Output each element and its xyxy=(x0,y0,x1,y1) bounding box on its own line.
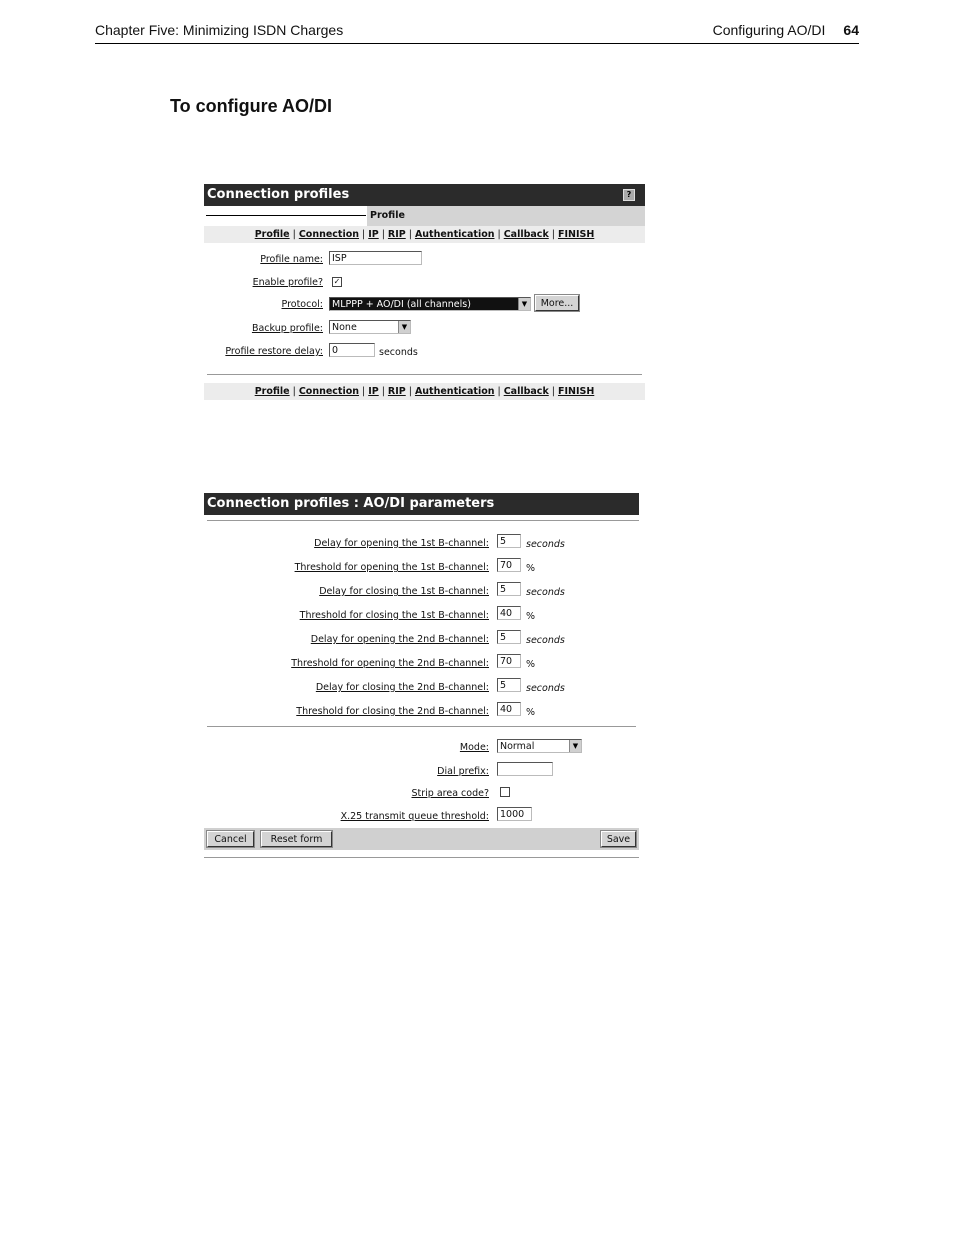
more-button[interactable]: More... xyxy=(535,295,579,311)
param-unit: seconds xyxy=(526,635,565,646)
profile-name-input[interactable]: ISP xyxy=(329,251,422,265)
cancel-button[interactable]: Cancel xyxy=(207,831,254,847)
nav-link-authentication[interactable]: Authentication xyxy=(414,229,495,240)
nav-link-finish[interactable]: FINISH xyxy=(557,386,595,397)
mode-value: Normal xyxy=(500,741,535,752)
param-unit: % xyxy=(526,707,536,718)
param-label: Threshold for opening the 2nd B-channel: xyxy=(291,658,489,669)
param-label: Threshold for opening the 1st B-channel: xyxy=(294,562,489,573)
reset-form-button[interactable]: Reset form xyxy=(261,831,332,847)
nav-link-ip[interactable]: IP xyxy=(368,229,379,240)
backup-profile-label: Backup profile: xyxy=(251,323,323,334)
chevron-down-icon[interactable]: ▼ xyxy=(518,298,530,310)
nav-link-rip[interactable]: RIP xyxy=(387,386,406,397)
tab-profile[interactable]: Profile xyxy=(367,206,645,226)
nav-link-profile[interactable]: Profile xyxy=(254,229,290,240)
param-unit: seconds xyxy=(526,539,565,550)
strip-area-code-label: Strip area code? xyxy=(411,788,489,799)
param-unit: % xyxy=(526,611,536,622)
param-unit: seconds xyxy=(526,587,565,598)
x25-threshold-input[interactable]: 1000 xyxy=(497,807,532,821)
panel-title-bar xyxy=(204,184,645,206)
nav-link-profile[interactable]: Profile xyxy=(254,386,290,397)
page-number: 64 xyxy=(843,22,859,38)
param-unit: % xyxy=(526,659,536,670)
nav-link-ip[interactable]: IP xyxy=(368,386,379,397)
panel-bottom-rule xyxy=(204,857,639,858)
param-input[interactable]: 70 xyxy=(497,558,521,572)
running-header-right xyxy=(713,22,859,38)
nav-link-connection[interactable]: Connection xyxy=(298,229,360,240)
restore-delay-unit: seconds xyxy=(379,347,418,358)
param-label: Threshold for closing the 2nd B-channel: xyxy=(296,706,489,717)
nav-bar-bottom: Profile | Connection | IP | RIP | Authentication | Callback | FINISH xyxy=(204,383,645,400)
enable-profile-label: Enable profile? xyxy=(252,277,323,288)
strip-area-code-checkbox[interactable] xyxy=(500,787,510,797)
param-input[interactable]: 5 xyxy=(497,582,521,596)
save-button[interactable]: Save xyxy=(601,831,636,847)
param-label: Threshold for closing the 1st B-channel: xyxy=(299,610,489,621)
nav-link-rip[interactable]: RIP xyxy=(387,229,406,240)
enable-profile-checkbox[interactable]: ✓ xyxy=(333,277,341,286)
mode-label: Mode: xyxy=(459,742,489,753)
nav-link-authentication[interactable]: Authentication xyxy=(414,386,495,397)
param-input[interactable]: 70 xyxy=(497,654,521,668)
protocol-select[interactable] xyxy=(329,297,531,311)
nav-link-finish[interactable]: FINISH xyxy=(557,229,595,240)
backup-profile-value: None xyxy=(332,322,357,333)
tab-row xyxy=(204,206,645,226)
param-label: Delay for opening the 1st B-channel: xyxy=(314,538,489,549)
panel-title: Connection profiles xyxy=(207,187,350,202)
param-unit: seconds xyxy=(526,683,565,694)
nav-bar-top: Profile | Connection | IP | RIP | Authentication | Callback | FINISH xyxy=(204,226,645,243)
page-heading: To configure AO/DI xyxy=(170,96,332,116)
nav-link-connection[interactable]: Connection xyxy=(298,386,360,397)
profile-restore-delay-label: Profile restore delay: xyxy=(225,346,323,357)
tab-divider xyxy=(206,215,366,216)
protocol-label: Protocol: xyxy=(281,299,323,310)
x25-threshold-label: X.25 transmit queue threshold: xyxy=(340,811,489,822)
dial-prefix-label: Dial prefix: xyxy=(437,766,489,777)
help-icon[interactable]: ? xyxy=(623,189,635,201)
backup-profile-select[interactable] xyxy=(329,320,411,334)
chevron-down-icon[interactable]: ▼ xyxy=(569,740,581,752)
panel-title: Connection profiles : AO/DI parameters xyxy=(207,496,495,511)
running-header-section: Configuring AO/DI xyxy=(712,22,826,38)
connection-profiles-panel xyxy=(204,184,645,402)
param-input[interactable]: 40 xyxy=(497,702,521,716)
param-input[interactable]: 5 xyxy=(497,630,521,644)
profile-name-label: Profile name: xyxy=(260,254,323,265)
panel-divider xyxy=(207,374,642,375)
param-input[interactable]: 40 xyxy=(497,606,521,620)
chevron-down-icon[interactable]: ▼ xyxy=(398,321,410,333)
param-label: Delay for closing the 2nd B-channel: xyxy=(315,682,489,693)
param-label: Delay for opening the 2nd B-channel: xyxy=(310,634,489,645)
dial-prefix-input[interactable] xyxy=(497,762,553,776)
param-label: Delay for closing the 1st B-channel: xyxy=(319,586,489,597)
param-input[interactable]: 5 xyxy=(497,534,521,548)
aodi-parameters-panel xyxy=(204,493,639,859)
panel-top-rule xyxy=(207,520,639,521)
nav-link-callback[interactable]: Callback xyxy=(503,386,549,397)
nav-link-callback[interactable]: Callback xyxy=(503,229,549,240)
profile-restore-delay-input[interactable]: 0 xyxy=(329,343,375,357)
protocol-selected-value: MLPPP + AO/DI (all channels) xyxy=(332,299,471,310)
mode-select[interactable] xyxy=(497,739,582,753)
header-rule xyxy=(95,43,859,44)
param-unit: % xyxy=(526,563,536,574)
panel-divider xyxy=(207,726,636,727)
param-input[interactable]: 5 xyxy=(497,678,521,692)
running-header-chapter: Chapter Five: Minimizing ISDN Charges xyxy=(95,22,344,38)
panel-title-bar xyxy=(204,493,639,515)
